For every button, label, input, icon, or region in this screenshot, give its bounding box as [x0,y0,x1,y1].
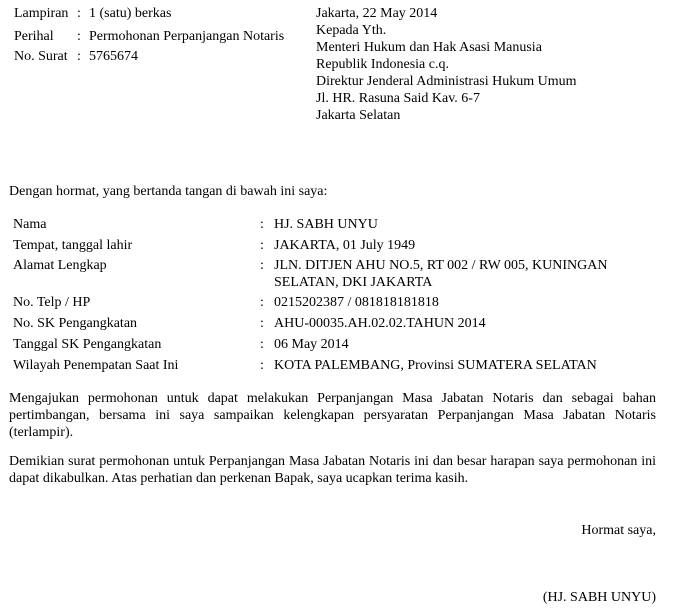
field-label: Nama [13,217,47,232]
field-label: No. SK Pengangkatan [13,316,138,331]
recipient-line: Republik Indonesia c.q. [316,57,449,72]
recipient-line: Jakarta Selatan [316,108,401,123]
field-label: Tanggal SK Pengangkatan [13,337,162,352]
field-value: KOTA PALEMBANG, Provinsi SUMATERA SELATAN [274,358,597,373]
meta-value: 1 (satu) berkas [89,6,172,21]
field-colon: : [260,295,264,310]
body-paragraph-closing: Demikian surat permohonan untuk Perpanjangan Masa Jabatan Notaris ini dan besar harapan saya permohonan ini dapat dikabulkan. Atas perhatian dan perkenan Bapak, saya ucapkan terima kasih. [9,454,656,486]
field-value: AHU-00035.AH.02.02.TAHUN 2014 [274,316,486,331]
meta-value: 5765674 [89,49,138,64]
letter-date: Jakarta, 22 May 2014 [316,6,438,21]
field-colon: : [260,238,264,253]
recipient-line: Jl. HR. Rasuna Said Kav. 6-7 [316,91,480,106]
field-colon: : [260,358,264,373]
field-value: JLN. DITJEN AHU NO.5, RT 002 / RW 005, KUNINGAN [274,258,608,273]
field-colon: : [260,337,264,352]
field-colon: : [260,258,264,273]
field-label: Tempat, tanggal lahir [13,238,133,253]
meta-label: Lampiran [14,6,69,21]
body-paragraph-request: Mengajukan permohonan untuk dapat melakukan Perpanjangan Masa Jabatan Notaris dan sebagai bahan pertimbangan, bersama ini saya sampaikan kelengkapan persyaratan Perpanjangan Masa Jabatan Notaris (terlampir). [9,391,656,440]
meta-colon: : [77,6,81,21]
field-value: SELATAN, DKI JAKARTA [274,275,433,290]
field-label: No. Telp / HP [13,295,91,310]
closing-greeting: Hormat saya, [581,523,656,538]
meta-label: No. Surat [14,49,68,64]
field-colon: : [260,316,264,331]
meta-colon: : [77,49,81,64]
field-label: Wilayah Penempatan Saat Ini [13,358,179,373]
meta-label: Perihal [14,29,54,44]
field-colon: : [260,217,264,232]
recipient-line: Menteri Hukum dan Hak Asasi Manusia [316,40,542,55]
field-label: Alamat Lengkap [13,258,107,273]
field-value: 06 May 2014 [274,337,349,352]
recipient-line: Direktur Jenderal Administrasi Hukum Umum [316,74,577,89]
signature-name: (HJ. SABH UNYU) [542,590,656,605]
recipient-line: Kepada Yth. [316,23,387,38]
salutation: Dengan hormat, yang bertanda tangan di bawah ini saya: [9,184,328,199]
field-value: JAKARTA, 01 July 1949 [274,238,416,253]
meta-value: Permohonan Perpanjangan Notaris [89,29,285,44]
field-value: HJ. SABH UNYU [274,217,378,232]
meta-colon: : [77,29,81,44]
field-value: 0215202387 / 081818181818 [274,295,439,310]
